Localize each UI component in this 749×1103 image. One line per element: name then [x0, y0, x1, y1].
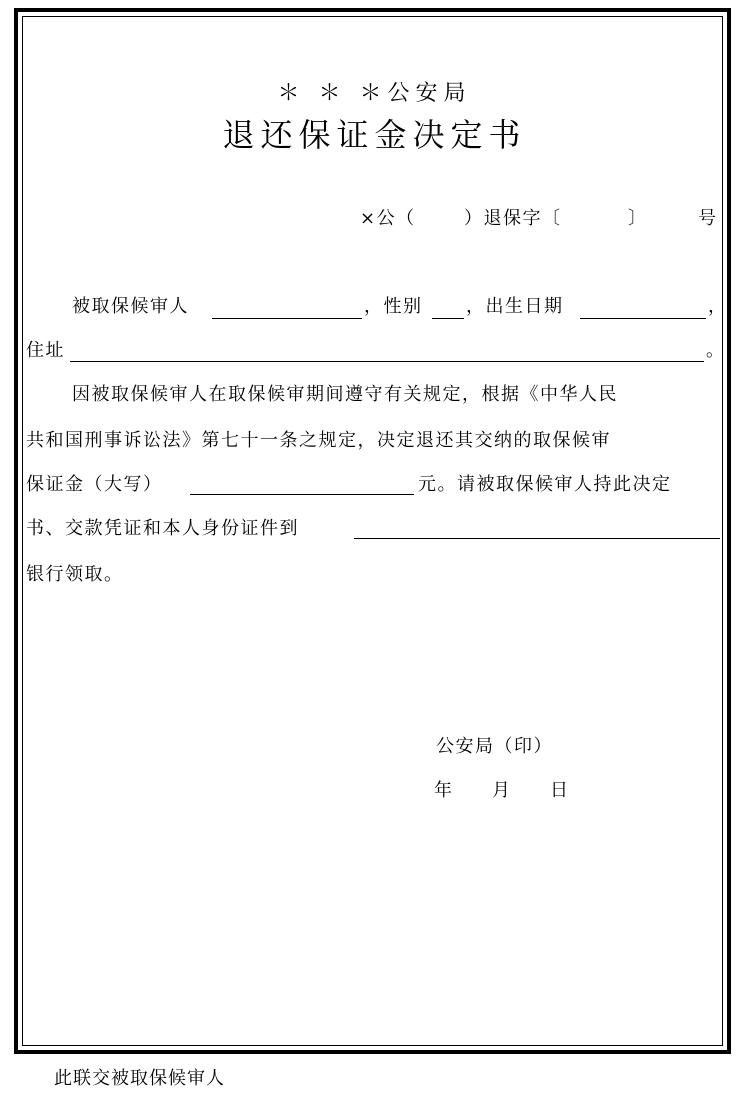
date-month: 月	[492, 780, 512, 801]
period: 。	[706, 340, 726, 361]
para2-line4-prefix: 书、交款凭证和本人身份证件到	[26, 518, 299, 539]
address-blank[interactable]	[70, 361, 704, 362]
label-person: 被取保候审人	[72, 296, 189, 317]
issuing-agency: ＊ ＊ ＊公安局	[277, 81, 472, 106]
para2-line5: 银行领取。	[26, 564, 124, 585]
docno-prefix: ×公（	[360, 208, 416, 229]
copy-note: 此联交被取保候审人	[54, 1068, 225, 1089]
person-name-blank[interactable]	[212, 318, 362, 319]
docno-mid: ）退保字〔	[464, 208, 562, 229]
label-gender: ，性别	[364, 296, 423, 317]
date-year: 年	[434, 780, 454, 801]
docno-end: 〕	[628, 208, 648, 229]
gender-blank[interactable]	[432, 318, 464, 319]
bank-name-blank[interactable]	[354, 538, 720, 539]
para2-line3-suffix: 元。请被取保候审人持此决定	[418, 474, 672, 495]
para2-line3-prefix: 保证金（大写）	[26, 474, 163, 495]
seal-label: 公安局（印）	[436, 736, 553, 757]
para2-line1: 因被取保候审人在取保候审期间遵守有关规定，根据《中华人民	[72, 384, 618, 405]
docno-suffix: 号	[698, 208, 718, 229]
document-title: 退还保证金决定书	[222, 116, 527, 154]
label-address: 住址	[26, 340, 65, 361]
amount-in-words-blank[interactable]	[190, 494, 414, 495]
date-day: 日	[550, 780, 570, 801]
comma: ，	[708, 296, 728, 317]
label-birth: ，出生日期	[466, 296, 564, 317]
para2-line2: 共和国刑事诉讼法》第七十一条之规定，决定退还其交纳的取保候审	[26, 430, 611, 451]
birth-date-blank[interactable]	[580, 318, 706, 319]
